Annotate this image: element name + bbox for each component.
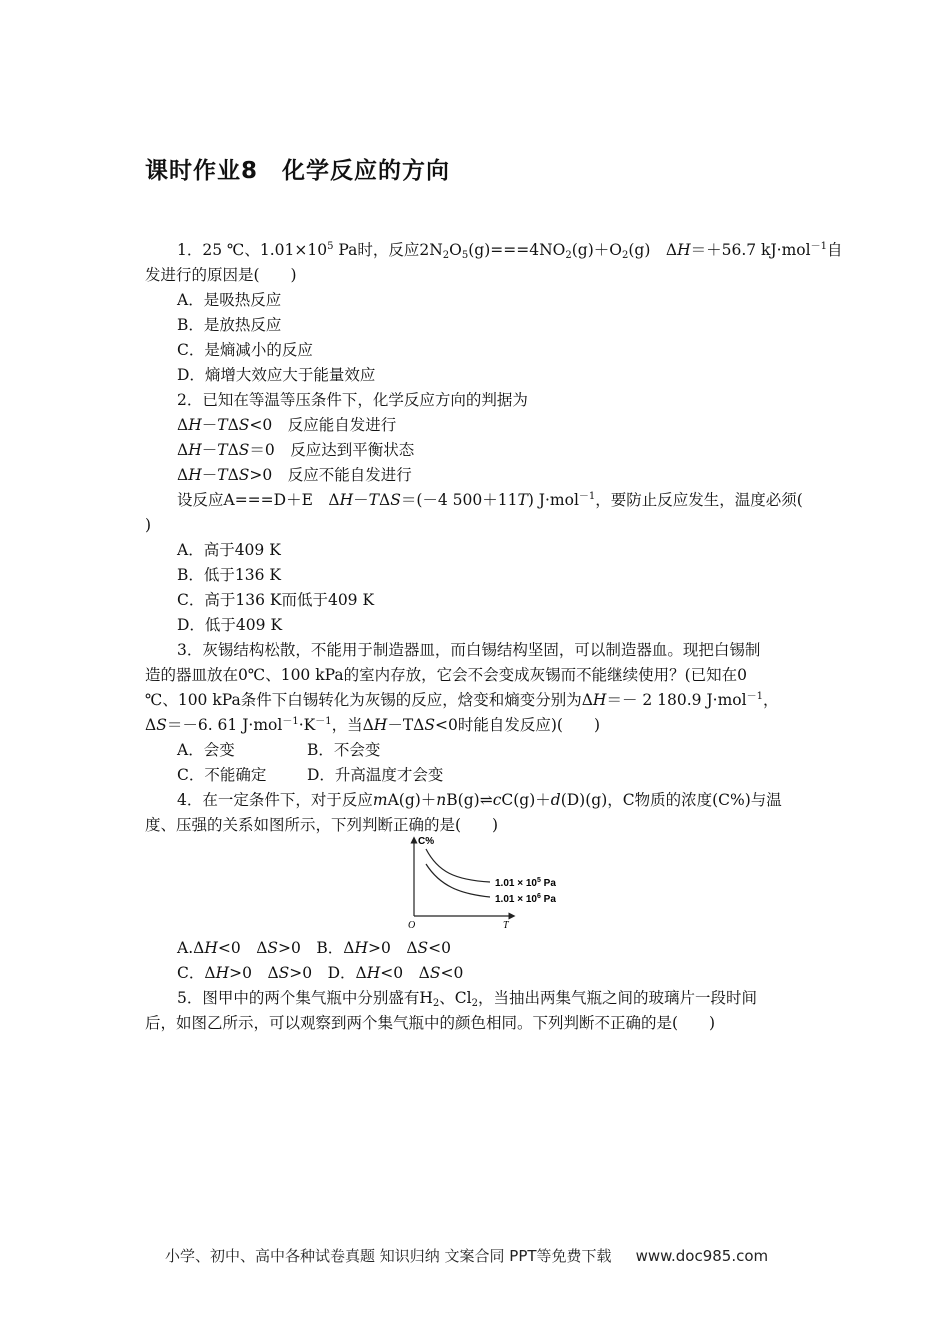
q4-options-ab: A.ΔH<0 ΔS>0 B．ΔH>0 ΔS<0 (177, 939, 452, 957)
page-title: 课时作业8 化学反应的方向 (145, 158, 451, 184)
q2-option-a: A．高于409 K (177, 541, 281, 559)
q4-options-cd: C．ΔH>0 ΔS>0 D．ΔH<0 ΔS<0 (177, 964, 464, 982)
q2-setup-line1: 设反应A===D＋E ΔH－TΔS＝(－4 500＋11T) J·mol$^{-1}$，要防止反应发生，温度必须( (177, 491, 803, 509)
q3-option-d: D．升高温度才会变 (307, 766, 444, 784)
q3-option-b: B．不会变 (307, 741, 381, 759)
q4-stem-line1: 4．在一定条件下，对于反应mA(g)＋nB(g)⇌cC(g)＋d(D)(g)，C物质的浓度(C%)与温 (177, 791, 782, 809)
q2-criterion-3: ΔH－TΔS>0 反应不能自发进行 (177, 466, 412, 484)
figure-origin-label: O (408, 920, 416, 931)
figure-curve-label-upper: $1.01 \times 10^5$ Pa (495, 877, 556, 889)
page-footer (165, 1245, 768, 1266)
q2-criterion-2: ΔH－TΔS＝0 反应达到平衡状态 (177, 441, 415, 459)
figure-curve-label-lower: $1.01 \times 10^6$ Pa (495, 893, 556, 905)
q1-option-a: A．是吸热反应 (177, 291, 282, 309)
q3-stem-line3: ℃、100 kPa条件下白锡转化为灰锡的反应，焓变和熵变分别为ΔH＝－ 2 180.9 J·mol$^{-1}$， (145, 691, 779, 709)
q2-option-d: D．低于409 K (177, 616, 283, 634)
footer-site-link[interactable]: www.doc985.com (635, 1247, 769, 1265)
q3-stem-line2: 造的器皿放在0℃、100 kPa的室内存放，它会不会变成灰锡而不能继续使用？(已知在0 (145, 666, 747, 684)
q1-option-b: B．是放热反应 (177, 316, 282, 334)
q3-option-c: C．不能确定 (177, 766, 267, 784)
q2-option-b: B．低于136 K (177, 566, 281, 584)
q4-figure (400, 834, 590, 934)
figure-curve-upper (426, 849, 490, 882)
q2-criterion-1: ΔH－TΔS<0 反应能自发进行 (177, 416, 397, 434)
figure-y-label: C% (418, 836, 435, 847)
q2-intro: 2．已知在等温等压条件下，化学反应方向的判据为 (177, 391, 528, 409)
q3-options-cd (177, 765, 443, 785)
q5-stem-line2: 后，如图乙所示，可以观察到两个集气瓶中的颜色相同。下列判断不正确的是( ) (145, 1014, 716, 1032)
q1-option-c: C．是熵减小的反应 (177, 341, 313, 359)
q1-stem-line1: 1．25 ℃、$1.01\times 10^5$ Pa时，反应$2N_2O_5(g)===4NO_2(g)+O_2(g)$ ΔH＝＋56.7 kJ·mol$^{-1}$自 (177, 241, 843, 261)
q3-stem-line4: ΔS＝－6. 61 $J\cdot mol^{-1}\cdot K^{-1}$，当ΔH－TΔS<0时能自发反应)( ) (145, 716, 600, 734)
footer-text: 小学、初中、高中各种试卷真题 知识归纳 文案合同 PPT等免费下载 (165, 1247, 612, 1265)
q3-option-a: A．会变 (177, 741, 235, 759)
q4-stem-line2: 度、压强的关系如图所示，下列判断正确的是( ) (145, 816, 499, 834)
q2-option-c: C．高于136 K而低于409 K (177, 591, 375, 609)
q5-stem-line1: 5．图甲中的两个集气瓶中分别盛有$H_2$、$Cl_2$，当抽出两集气瓶之间的玻璃片一段时间 (177, 989, 757, 1009)
q3-options-ab (177, 740, 380, 760)
figure-curve-lower (426, 864, 490, 897)
q1-stem-line2: 发进行的原因是( ) (145, 266, 297, 284)
q1-option-d: D．熵增大效应大于能量效应 (177, 366, 376, 384)
q2-setup-line2: ) (145, 516, 152, 534)
q3-stem-line1: 3．灰锡结构松散，不能用于制造器皿，而白锡结构坚固，可以制造器血。现把白锡制 (177, 641, 761, 659)
figure-x-label: T (503, 920, 509, 931)
